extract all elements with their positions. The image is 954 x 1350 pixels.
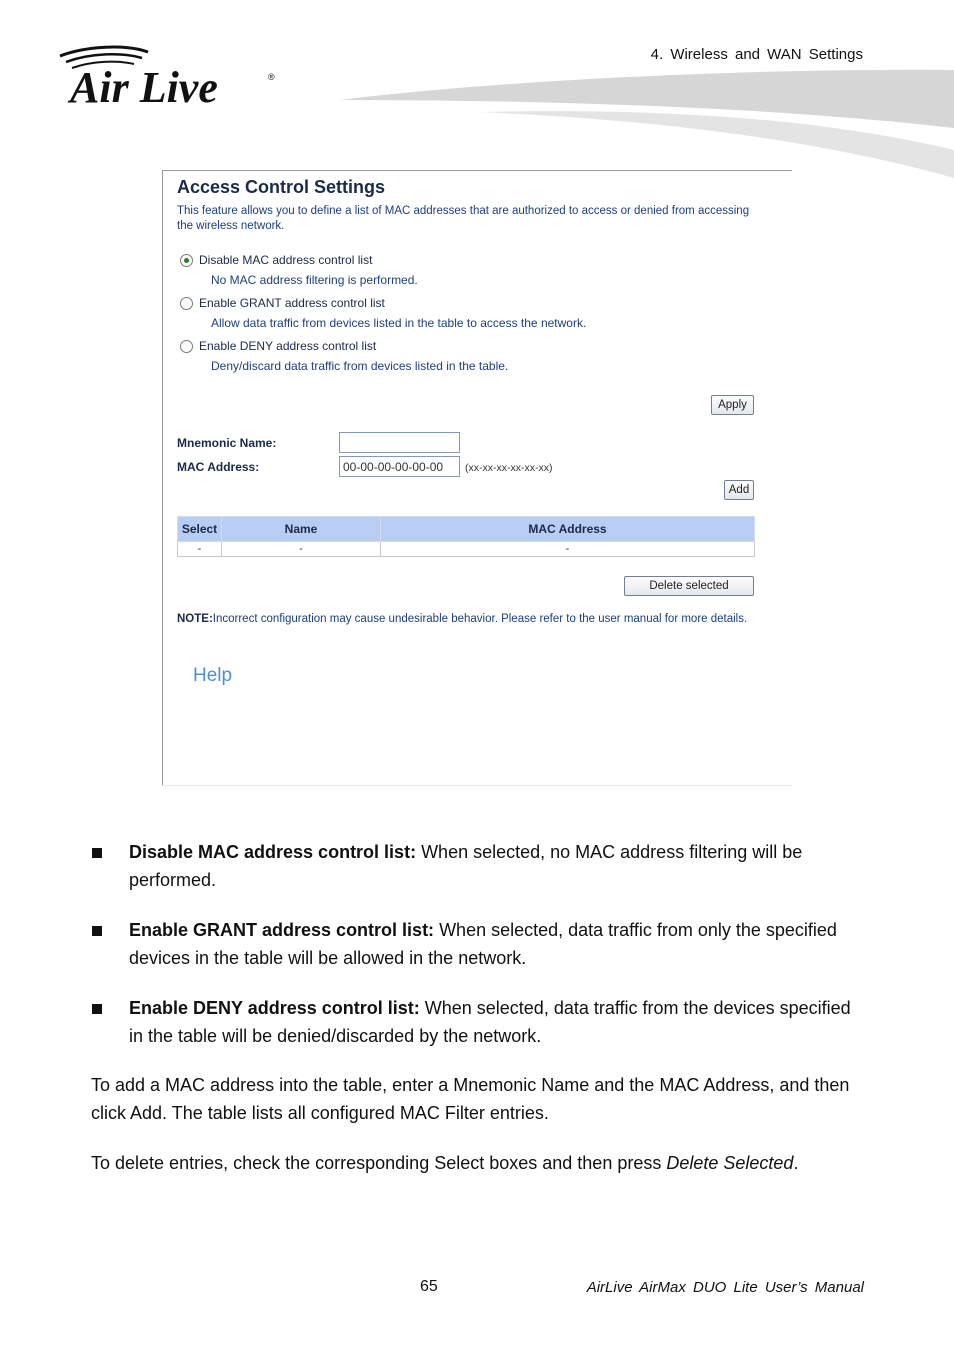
bullet-square-icon bbox=[92, 1004, 102, 1014]
airlive-logo bbox=[56, 44, 280, 108]
bullet-disable-bold: Disable MAC address control list: bbox=[129, 842, 417, 862]
col-name: Name bbox=[222, 517, 381, 542]
bullet-grant-bold: Enable GRANT address control list: bbox=[129, 920, 435, 940]
note-text bbox=[177, 612, 757, 627]
bullet-square-icon bbox=[92, 926, 102, 936]
svg-text:®: ® bbox=[268, 72, 275, 82]
bullet-deny-bold: Enable DENY address control list: bbox=[129, 998, 420, 1018]
cell-name: - bbox=[222, 542, 381, 557]
panel-description: This feature allows you to define a list of MAC addresses that are authorized to access or denied from accessing the wireless network. bbox=[177, 205, 750, 232]
access-control-panel bbox=[162, 170, 792, 786]
paragraph-delete-end: . bbox=[793, 1153, 799, 1173]
panel-bottom-edge bbox=[162, 785, 792, 786]
svg-text:Air Live: Air Live bbox=[70, 63, 218, 108]
paragraph-delete-text: To delete entries, check the corresponding Select boxes and then press bbox=[91, 1153, 667, 1173]
help-link[interactable]: Help bbox=[193, 665, 233, 686]
note-body: Incorrect configuration may cause undesirable behavior. Please refer to the user manual for more details. bbox=[212, 613, 748, 625]
mac-format-hint: (xx-xx-xx-xx-xx-xx) bbox=[465, 462, 553, 474]
chapter-heading: 4. Wireless and WAN Settings bbox=[650, 46, 863, 63]
option-grant-desc: Allow data traffic from devices listed in the table to access the network. bbox=[211, 316, 587, 330]
mac-label: MAC Address: bbox=[177, 460, 260, 474]
option-grant[interactable] bbox=[180, 296, 385, 310]
mnemonic-label: Mnemonic Name: bbox=[177, 436, 277, 450]
delete-selected-button[interactable]: Delete selected bbox=[624, 576, 754, 596]
bullet-grant-text: When selected, data traffic from only the specified devices in the table will be allowed in the network. bbox=[129, 920, 837, 968]
bullet-deny-text: When selected, data traffic from the devices specified in the table will be denied/discarded by the network. bbox=[129, 998, 851, 1046]
bullet-disable-text: When selected, no MAC address filtering will be performed. bbox=[129, 842, 803, 890]
mac-input[interactable] bbox=[339, 456, 460, 477]
panel-title: Access Control Settings bbox=[177, 177, 386, 197]
option-grant-label: Enable GRANT address control list bbox=[199, 296, 385, 310]
table-header-row bbox=[178, 517, 755, 542]
apply-button[interactable]: Apply bbox=[711, 395, 754, 415]
option-disable-desc: No MAC address filtering is performed. bbox=[211, 273, 418, 287]
paragraph-add: To add a MAC address into the table, enter a Mnemonic Name and the MAC Address, and then click Add. The table lists all configured MAC Filter entries. bbox=[91, 1075, 850, 1123]
manual-title: AirLive AirMax DUO Lite User’s Manual bbox=[586, 1279, 864, 1296]
mnemonic-input[interactable] bbox=[339, 432, 460, 453]
radio-disable[interactable] bbox=[180, 254, 193, 267]
note-label: NOTE: bbox=[177, 613, 213, 625]
option-deny-desc: Deny/discard data traffic from devices listed in the table. bbox=[211, 359, 509, 373]
table-row bbox=[178, 542, 755, 557]
bullet-square-icon bbox=[92, 848, 102, 858]
radio-deny[interactable] bbox=[180, 340, 193, 353]
paragraph-delete bbox=[91, 1149, 881, 1177]
cell-select: - bbox=[178, 542, 222, 557]
add-button[interactable]: Add bbox=[724, 480, 754, 500]
radio-grant[interactable] bbox=[180, 297, 193, 310]
col-select: Select bbox=[178, 517, 222, 542]
option-deny-label: Enable DENY address control list bbox=[199, 339, 377, 353]
col-mac-address: MAC Address bbox=[381, 517, 755, 542]
cell-mac: - bbox=[381, 542, 755, 557]
mac-filter-table bbox=[177, 516, 755, 557]
option-disable[interactable] bbox=[180, 253, 372, 267]
option-disable-label: Disable MAC address control list bbox=[199, 253, 373, 267]
page-number: 65 bbox=[420, 1278, 438, 1295]
option-deny[interactable] bbox=[180, 339, 376, 353]
paragraph-delete-em: Delete Selected bbox=[666, 1153, 794, 1173]
